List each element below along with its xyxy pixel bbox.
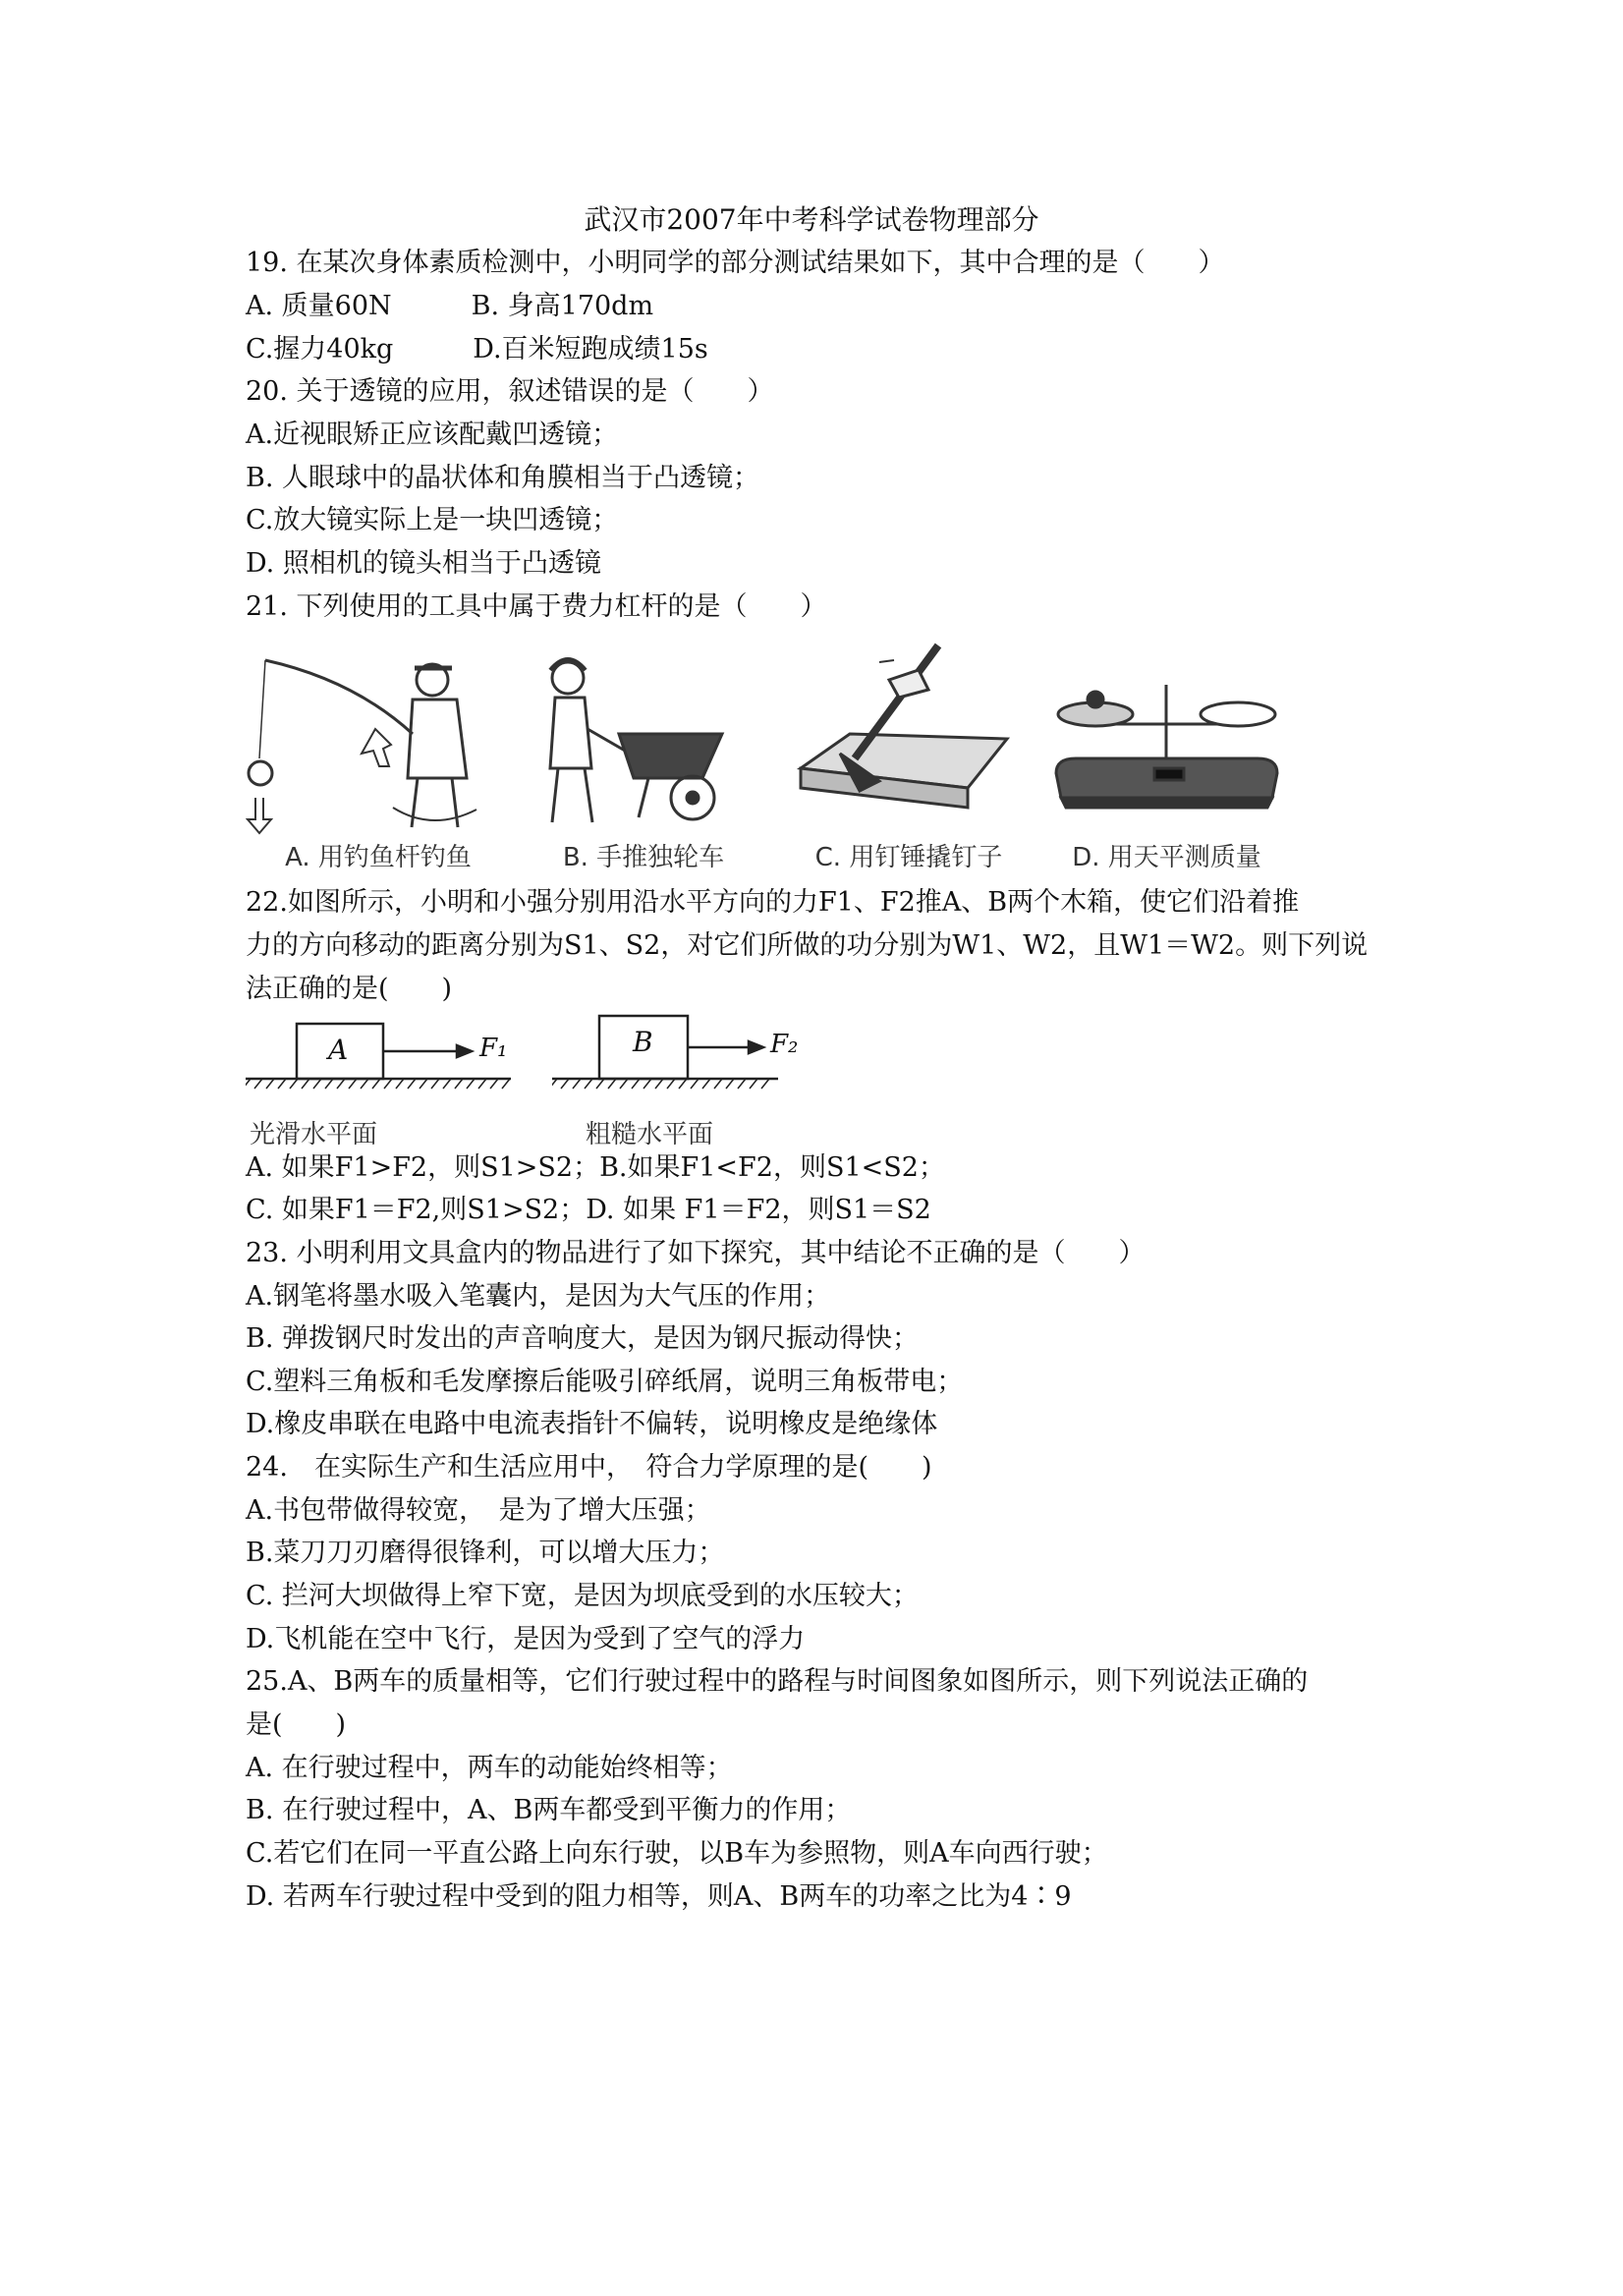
q24-option-d: D.飞机能在空中飞行，是因为受到了空气的浮力	[246, 1624, 806, 1654]
q23-option-b: B. 弹拨钢尺时发出的声音响度大，是因为钢尺振动得快；	[246, 1323, 920, 1354]
q25-stem-line-2: 是( )	[246, 1709, 347, 1740]
q22-options-ab: A. 如果F1>F2，则S1>S2；B.如果F1<F2，则S1<S2；	[246, 1152, 945, 1183]
q24-option-c: C. 拦河大坝做得上窄下宽，是因为坝底受到的水压较大；	[246, 1581, 919, 1611]
tool-fishing-rod	[246, 641, 511, 874]
wheelbarrow-illustration	[511, 641, 776, 837]
q20-stem: 20. 关于透镜的应用，叙述错误的是（ ）	[246, 376, 774, 407]
box-b-label: B	[633, 1026, 653, 1058]
page-title: 武汉市2007年中考科学试卷物理部分	[584, 203, 1039, 236]
q22-figure-rough	[552, 1004, 837, 1151]
q25-stem-line-1: 25.A、B两车的质量相等，它们行驶过程中的路程与时间图象如图所示，则下列说法正确的	[246, 1666, 1309, 1697]
q21-tools-figure	[246, 641, 1287, 874]
caption-a: A. 用钓鱼杆钓鱼	[285, 843, 472, 872]
q20-option-b: B. 人眼球中的晶状体和角膜相当于凸透镜；	[246, 463, 760, 493]
force-f2-label: F₂	[770, 1030, 799, 1059]
tool-balance-scale	[1036, 641, 1297, 874]
q24-stem: 24. 在实际生产和生活应用中， 符合力学原理的是( )	[246, 1452, 932, 1483]
q25-option-d: D. 若两车行驶过程中受到的阻力相等，则A、B两车的功率之比为4∶9	[246, 1881, 1072, 1912]
q23-option-c: C.塑料三角板和毛发摩擦后能吸引碎纸屑，说明三角板带电；	[246, 1367, 964, 1397]
caption-d: D. 用天平测质量	[1072, 843, 1261, 872]
q24-option-a: A.书包带做得较宽， 是为了增大压强；	[246, 1495, 711, 1526]
q21-stem: 21. 下列使用的工具中属于费力杠杆的是（ ）	[246, 591, 827, 622]
q22-stem-line-3: 法正确的是( )	[246, 974, 453, 1004]
q25-option-b: B. 在行驶过程中，A、B两车都受到平衡力的作用；	[246, 1795, 852, 1825]
fishing-illustration	[246, 641, 511, 837]
tool-wheelbarrow	[511, 641, 776, 874]
q22-stem-line-2: 力的方向移动的距离分别为S1、S2，对它们所做的功分别为W1、W2，且W1＝W2。则下列说	[246, 930, 1369, 961]
hammer-illustration	[781, 641, 1036, 837]
force-f1-label: F₁	[479, 1034, 508, 1063]
q19-options-ab: A. 质量60N B. 身高170dm	[246, 291, 654, 321]
q22-options-cd: C. 如果F1＝F2,则S1>S2；D. 如果 F1＝F2，则S1＝S2	[246, 1195, 931, 1225]
balance-illustration	[1036, 641, 1297, 837]
q20-option-d: D. 照相机的镜头相当于凸透镜	[246, 548, 601, 579]
smooth-surface-label: 光滑水平面	[250, 1120, 378, 1149]
rough-surface-label: 粗糙水平面	[586, 1120, 714, 1149]
q19-options-cd: C.握力40kg D.百米短跑成绩15s	[246, 334, 708, 364]
q22-figure-smooth	[246, 1004, 531, 1151]
q25-option-c: C.若它们在同一平直公路上向东行驶，以B车为参照物，则A车向西行驶；	[246, 1838, 1108, 1869]
q25-option-a: A. 在行驶过程中，两车的动能始终相等；	[246, 1753, 733, 1783]
q23-stem: 23. 小明利用文具盒内的物品进行了如下探究，其中结论不正确的是（ ）	[246, 1238, 1146, 1268]
q23-option-a: A.钢笔将墨水吸入笔囊内，是因为大气压的作用；	[246, 1281, 831, 1312]
q24-option-b: B.菜刀刀刃磨得很锋利，可以增大压力；	[246, 1538, 725, 1568]
q20-option-c: C.放大镜实际上是一块凹透镜；	[246, 505, 619, 535]
q19-stem: 19. 在某次身体素质检测中，小明同学的部分测试结果如下，其中合理的是（ ）	[246, 248, 1225, 278]
q22-stem-line-1: 22.如图所示，小明和小强分别用沿水平方向的力F1、F2推A、B两个木箱，使它们沿着推	[246, 887, 1300, 918]
caption-b: B. 手推独轮车	[562, 843, 725, 872]
tool-claw-hammer	[781, 641, 1036, 874]
q23-option-d: D.橡皮串联在电路中电流表指针不偏转，说明橡皮是绝缘体	[246, 1409, 938, 1439]
caption-c: C. 用钉锤撬钉子	[814, 843, 1003, 872]
q20-option-a: A.近视眼矫正应该配戴凹透镜；	[246, 420, 619, 450]
box-a-label: A	[328, 1034, 349, 1066]
